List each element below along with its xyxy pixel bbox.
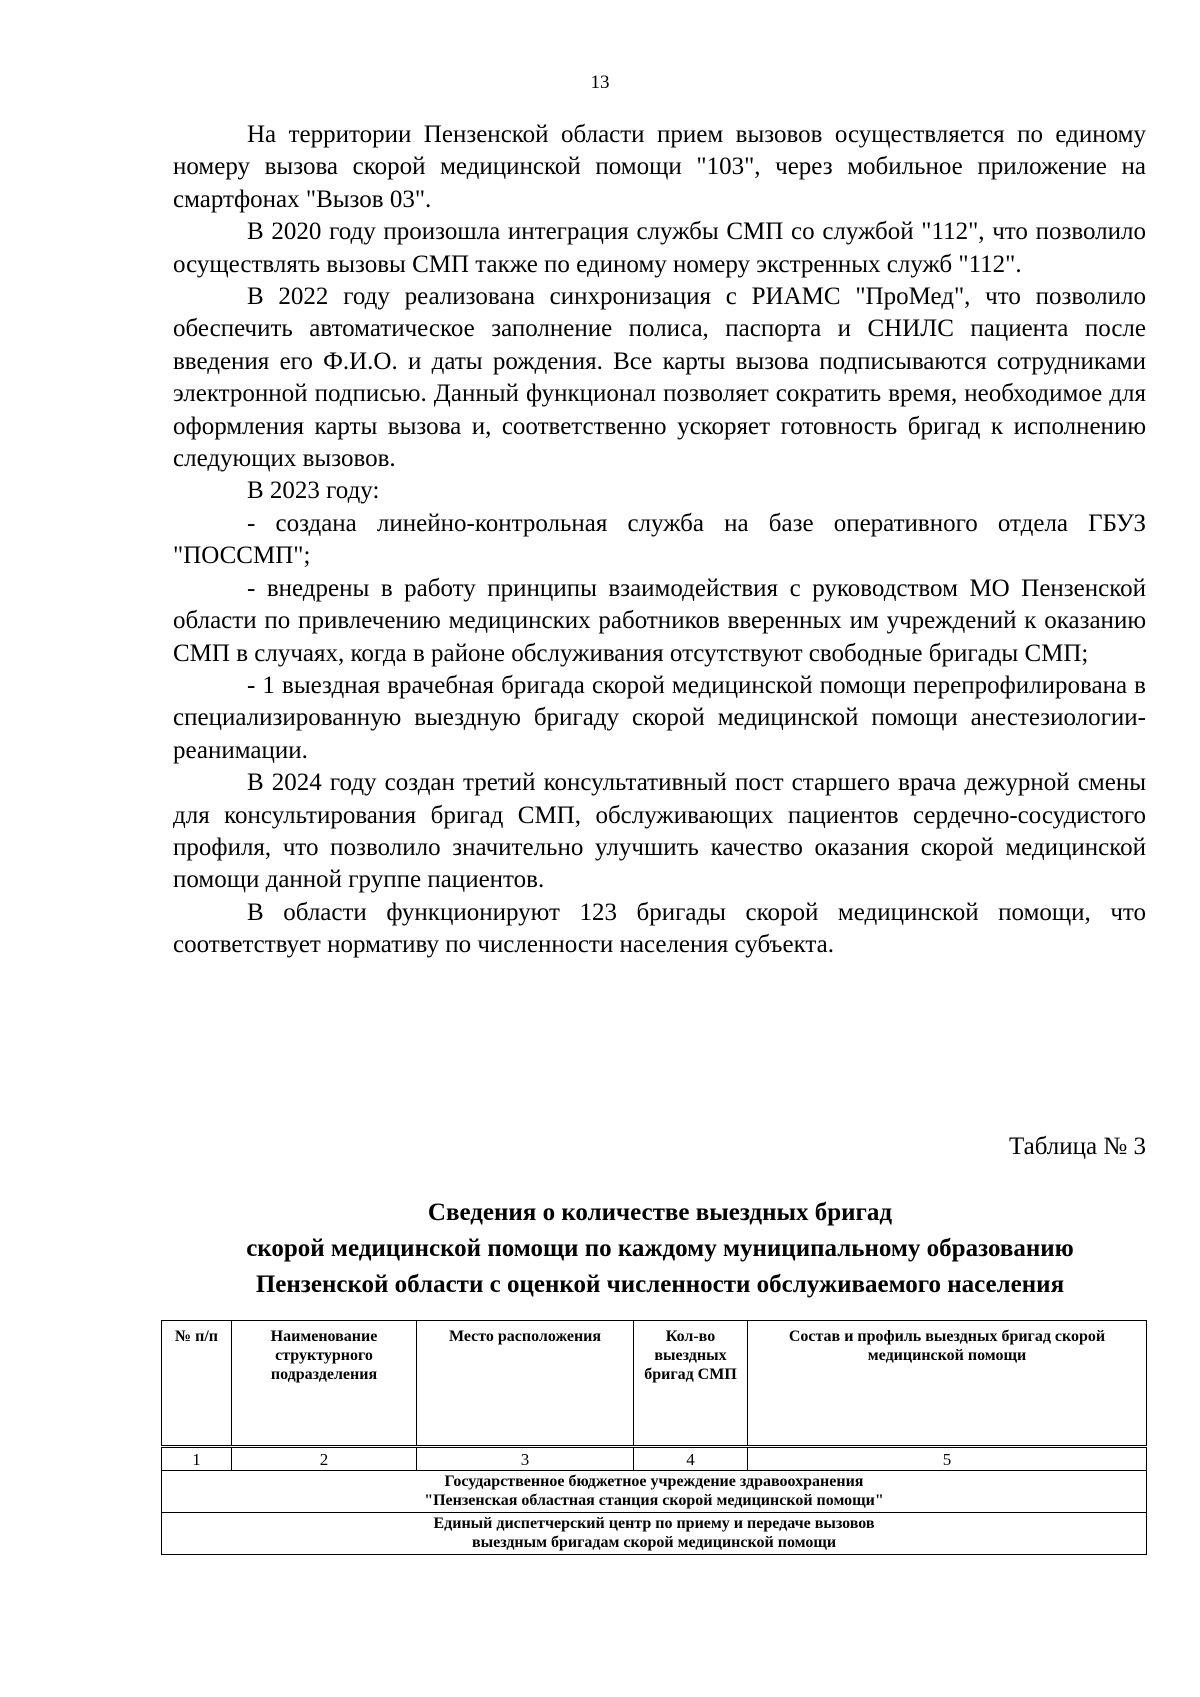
group-cell [162,1513,1147,1555]
paragraph: В 2022 году реализована синхронизация с РИАМС "ПроМед", что позволило обеспечить автоматическое заполнение полиса, паспорта и СНИЛС пациента после введения его Ф.И.О. и даты рождения. Все карты вызова подписываются сотрудниками электронной подписью. Данный функционал позволяет сократить время, необходимое для оформления карты вызова и, соответственно ускоряет готовность бригад к исполнению следующих вызовов. [173,283,1146,473]
table-header-row [162,1321,1147,1446]
paragraph: В 2020 году произошла интеграция службы СМП со службой "112", что позволило осуществлять вызовы СМП также по единому номеру экстренных служб "112". [173,218,1146,278]
paragraph: В области функционируют 123 бригады скорой медицинской помощи, что соответствует нормативу по численности населения субъекта. [173,898,1146,959]
body-text [173,119,1146,962]
data-table [161,1447,1147,1555]
column-number: 5 [748,1448,1147,1471]
group-cell [162,1471,1147,1513]
group-row [162,1471,1147,1513]
group-cell-line: Государственное бюджетное учреждение здравоохранения [444,1473,864,1490]
table-header [161,1320,1147,1446]
table-title-line: скорой медицинской помощи по каждому муниципальному образованию [246,1235,1074,1262]
column-header-composition: Состав и профиль выездных бригад скорой медицинской помощи [748,1321,1147,1446]
column-header-location: Место расположения [417,1321,634,1446]
list-item: - внедрены в работу принципы взаимодействия с руководством МО Пензенской области по привлечению медицинских работников вверенных им учреждений к оказанию СМП в случаях, когда в районе обслуживания отсутствуют свободные бригады СМП; [173,574,1146,667]
column-numbers-row [162,1448,1147,1471]
table-title [150,1195,1170,1303]
group-cell-line: Единый диспетчерский центр по приему и передаче вызовов [433,1515,875,1532]
group-row [162,1513,1147,1555]
column-header-unit: Наименование структурного подразделения [232,1321,417,1446]
paragraph: В 2024 году создан третий консультативный пост старшего врача дежурной смены для консультирования бригад СМП, обслуживающих пациентов сердечно-сосудистого профиля, что позволило значительно улучшить качество оказания скорой медицинской помощи данной группе пациентов. [173,769,1146,894]
paragraph: На территории Пензенской области прием вызовов осуществляется по единому номеру вызова скорой медицинской помощи "103", через мобильное приложение на смартфонах "Вызов 03". [173,121,1146,213]
column-header-count: Кол-во выездных бригад СМП [634,1321,748,1446]
column-number: 3 [417,1448,634,1471]
column-number: 4 [634,1448,748,1471]
table-label: Таблица № 3 [1008,1133,1146,1160]
page-number: 13 [590,72,610,93]
column-number: 1 [162,1448,232,1471]
table-title-line: Сведения о количестве выездных бригад [427,1199,893,1226]
column-header-number: № п/п [162,1321,232,1446]
paragraph: В 2023 году: [247,477,380,505]
list-item: - 1 выездная врачебная бригада скорой медицинской помощи перепрофилирована в специализированную выездную бригаду скорой медицинской помощи анестезиологии-реанимации. [173,671,1146,764]
group-cell-line: выездным бригадам скорой медицинской помощи [471,1534,837,1551]
column-number: 2 [232,1448,417,1471]
list-item: - создана линейно-контрольная служба на базе оперативного отдела ГБУЗ "ПОССМП"; [173,509,1146,570]
group-cell-line: "Пензенская областная станция скорой медицинской помощи" [424,1492,884,1509]
table-title-line: Пензенской области с оценкой численности обслуживаемого населения [255,1271,1065,1298]
